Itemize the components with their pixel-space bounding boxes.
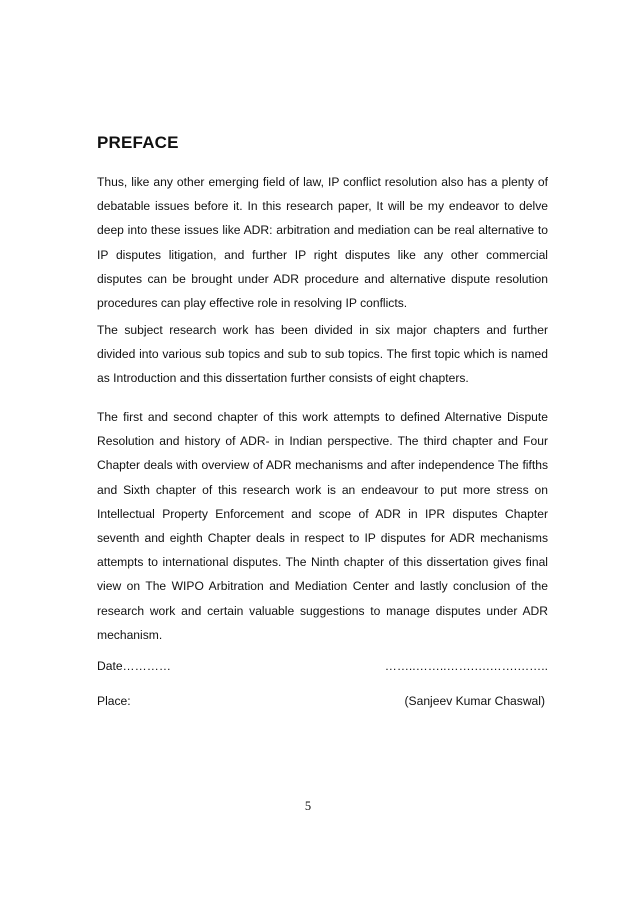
paragraph-structure: The subject research work has been divided in six major chapters and further divided into various sub topics and sub to sub topics. The first topic which is named as Introduction and this dissertation further consists of eight chapters. — [97, 323, 548, 386]
page-number: 5 — [304, 799, 312, 813]
date-signature-row — [97, 659, 548, 677]
paragraph-chapters: The first and second chapter of this work attempts to defined Alternative Dispute Resolution and history of ADR- in Indian perspective. The third chapter and Four Chapter deals with overview of ADR mechanisms and after independence The fifths and Sixth chapter of this research work is an endeavour to put more stress on Intellectual Property Enforcement and scope of ADR in IPR disputes Chapter seventh and eighth Chapter deals in respect to IP disputes for ADR mechanisms attempts to international disputes. The Ninth chapter of this dissertation gives final view on The WIPO Arbitration and Mediation Center and lastly conclusion of the research work and certain valuable suggestions to manage disputes under ADR mechanism. — [97, 410, 548, 642]
place-signatory-row — [97, 694, 548, 712]
date-label: Date………… — [97, 659, 171, 673]
signatory-name: (Sanjeev Kumar Chaswal) — [404, 694, 545, 708]
page-title: PREFACE — [97, 133, 179, 152]
place-label: Place: — [97, 694, 131, 708]
signature-line: ……..……..…….….…….…….. — [384, 659, 548, 673]
paragraph-intro: Thus, like any other emerging field of law, IP conflict resolution also has a plenty of debatable issues before it. In this research paper, It will be my endeavor to delve deep into these issues like ADR: arbitration and mediation can be real alternative to IP disputes litigation, and further IP right disputes like any other commercial disputes can be brought under ADR procedure and alternative dispute resolution procedures can play effective role in resolving IP conflicts. — [97, 175, 548, 311]
